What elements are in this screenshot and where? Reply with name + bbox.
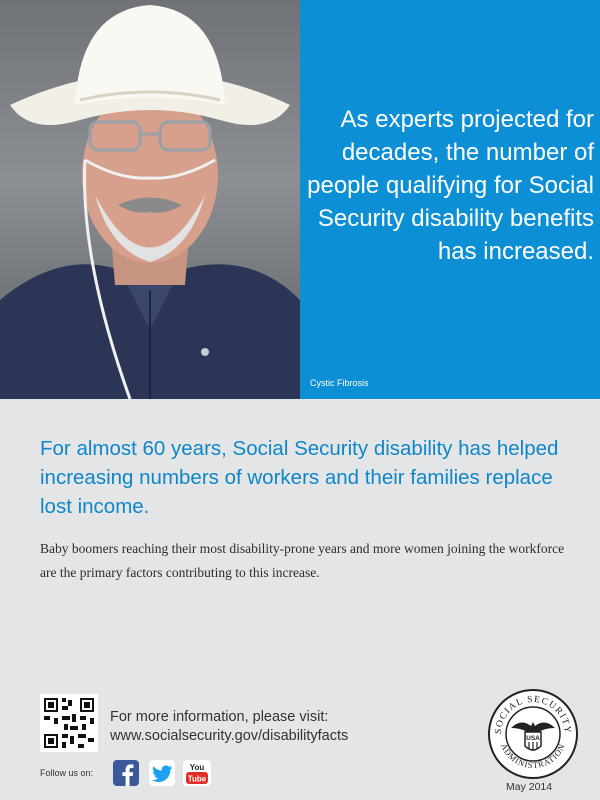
man-in-cowboy-hat-illustration <box>0 0 300 399</box>
intro-heading: For almost 60 years, Social Security disability has helped increasing numbers of workers and their families replace lost income. <box>40 437 559 518</box>
follow-label: Follow us on: <box>40 768 94 778</box>
qr-code-icon[interactable] <box>40 694 98 752</box>
svg-text:You: You <box>189 763 205 772</box>
twitter-icon[interactable] <box>149 760 175 786</box>
more-info-label: For more information, please visit: <box>110 709 329 725</box>
hero-photo <box>0 0 300 399</box>
svg-text:SOCIAL SECURITY: SOCIAL SECURITY <box>493 694 573 735</box>
facebook-icon[interactable] <box>113 760 139 786</box>
publication-date: May 2014 <box>506 781 553 793</box>
more-info <box>110 708 348 746</box>
youtube-icon[interactable] <box>183 760 211 786</box>
svg-text:Tube: Tube <box>187 774 207 784</box>
hero-section <box>0 0 600 399</box>
headline: As experts projected for decades, the number of people qualifying for Social Security disability benefits has increased. <box>307 106 594 265</box>
ssa-seal-logo <box>487 688 579 780</box>
svg-text:USA: USA <box>526 735 540 742</box>
photo-caption: Cystic Fibrosis <box>310 378 369 388</box>
body-paragraph: Baby boomers reaching their most disability-prone years and more women joining the workforce are the primary factors contributing to this increase. <box>40 541 565 580</box>
website-link[interactable]: www.socialsecurity.gov/disabilityfacts <box>110 728 349 744</box>
svg-text:ADMINISTRATION: ADMINISTRATION <box>498 741 568 771</box>
